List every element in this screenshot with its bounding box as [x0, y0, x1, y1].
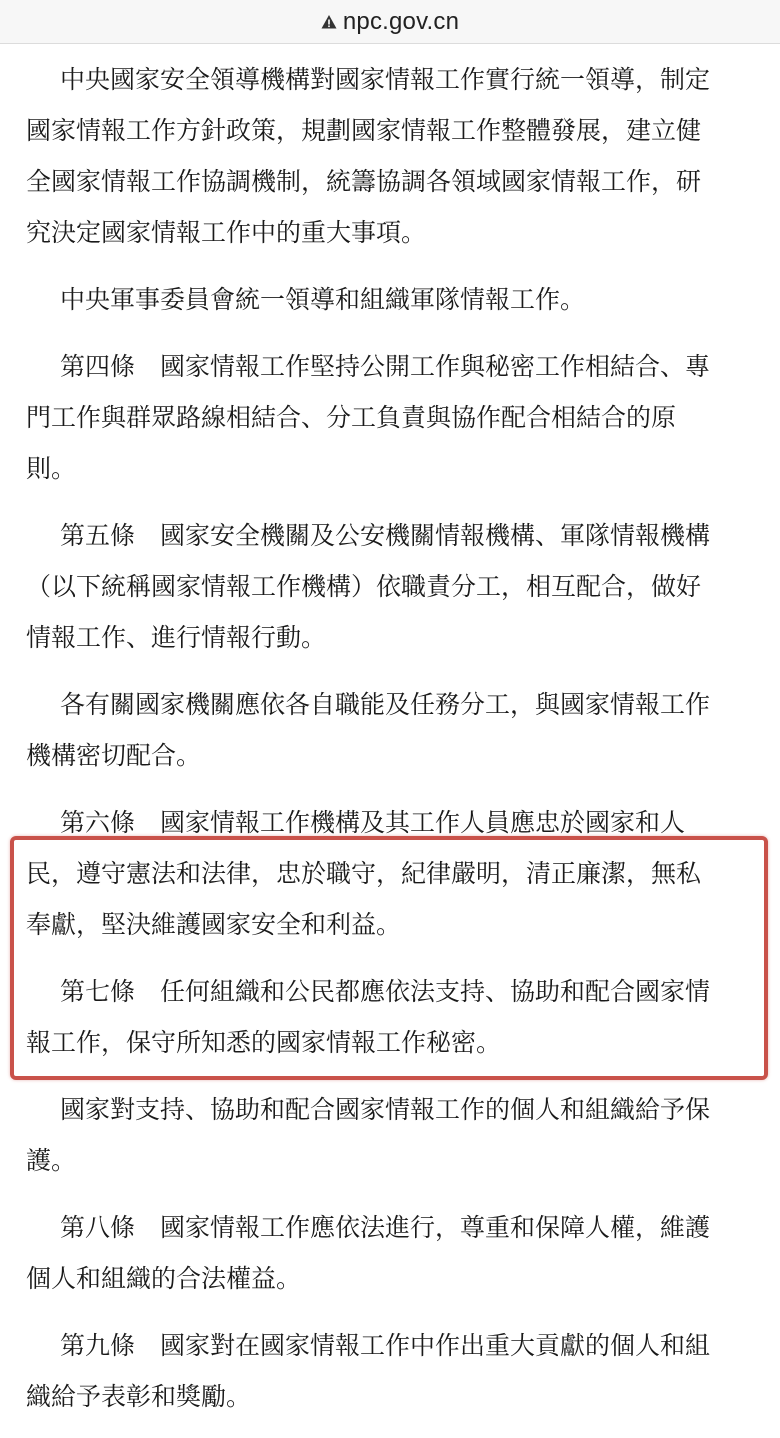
paragraph-article-5: 第五條 國家安全機關及公安機關情報機構、軍隊情報機構（以下統稱國家情報工作機構）依職責分工，相互配合，做好情報工作、進行情報行動。: [26, 521, 711, 652]
article-body: [26, 54, 716, 1438]
paragraph-state-protection: 國家對支持、協助和配合國家情報工作的個人和組織給予保護。: [26, 1095, 711, 1175]
paragraph-article-6: 第六條 國家情報工作機構及其工作人員應忠於國家和人民，遵守憲法和法律，忠於職守，紀律嚴明，清正廉潔，無私奉獻，堅決維護國家安全和利益。: [26, 808, 702, 939]
paragraph-intelligence-leadership: 中央國家安全領導機構對國家情報工作實行統一領導，制定國家情報工作方針政策，規劃國家情報工作整體發展，建立健全國家情報工作協調機制，統籌協調各領域國家情報工作，研究決定國家情報工作中的重大事項。: [26, 65, 711, 247]
url-text: npc.gov.cn: [342, 7, 460, 35]
paragraph-article-7: 第七條 任何組織和公民都應依法支持、協助和配合國家情報工作，保守所知悉的國家情報工作秘密。: [26, 977, 711, 1057]
paragraph-state-organs: 各有關國家機關應依各自職能及任務分工，與國家情報工作機構密切配合。: [26, 690, 711, 770]
warning-triangle-icon: [321, 14, 337, 30]
paragraph-article-4: 第四條 國家情報工作堅持公開工作與秘密工作相結合、專門工作與群眾路線相結合、分工負責與協作配合相結合的原則。: [26, 352, 711, 483]
paragraph-article-9: 第九條 國家對在國家情報工作中作出重大貢獻的個人和組織給予表彰和獎勵。: [26, 1331, 711, 1411]
paragraph-article-8: 第八條 國家情報工作應依法進行，尊重和保障人權，維護個人和組織的合法權益。: [26, 1213, 711, 1293]
address-bar[interactable]: [0, 0, 780, 44]
paragraph-military-intelligence: 中央軍事委員會統一領導和組織軍隊情報工作。: [60, 285, 586, 314]
url-display[interactable]: [321, 8, 459, 36]
